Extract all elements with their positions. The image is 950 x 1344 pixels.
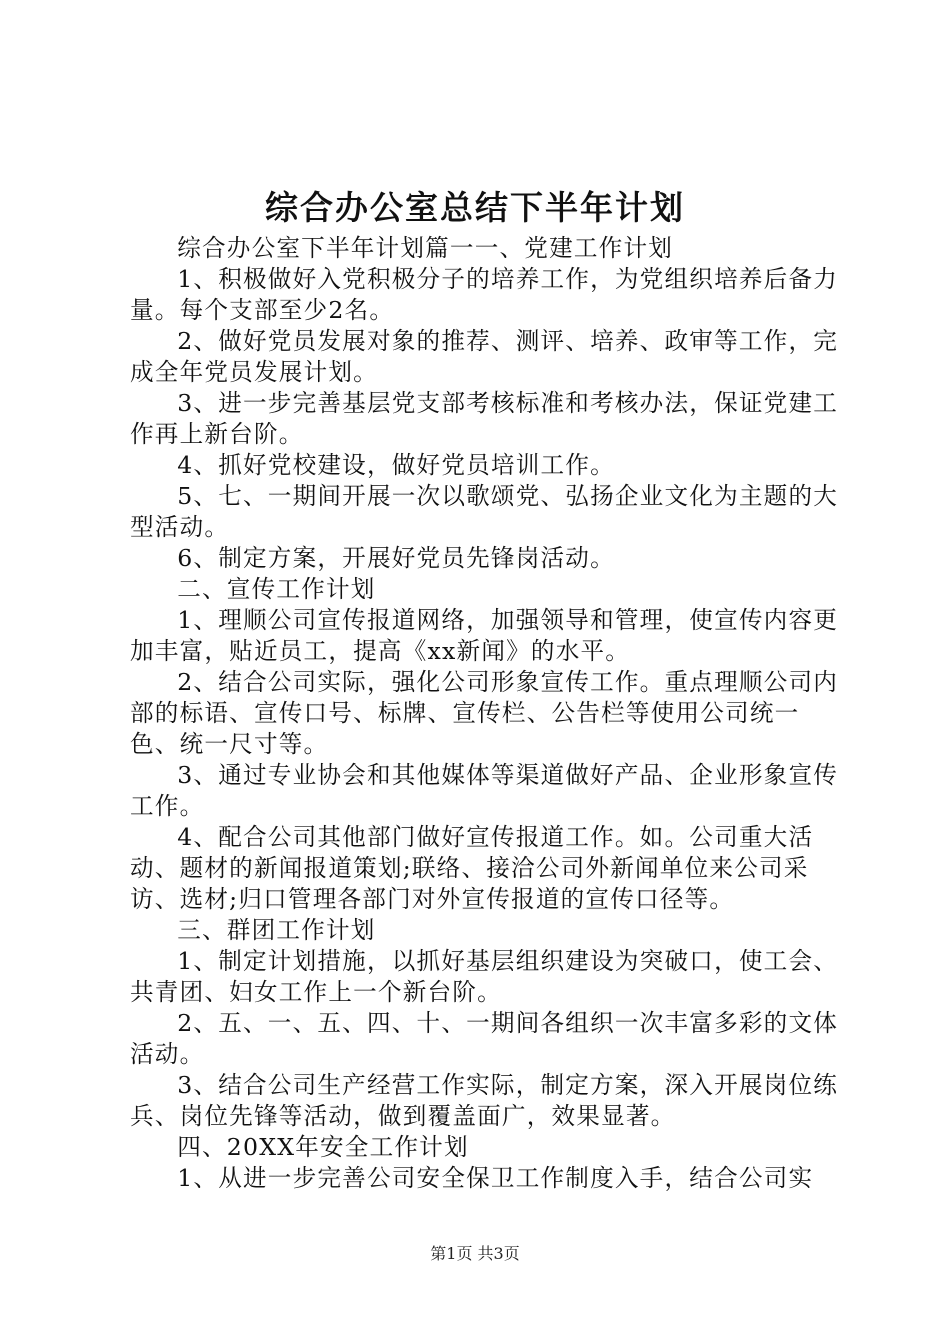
paragraph: 2、结合公司实际，强化公司形象宣传工作。重点理顺公司内部的标语、宣传口号、标牌、宣传栏、公告栏等使用公司统一色、统一尺寸等。 xyxy=(130,668,839,758)
paragraph: 4、抓好党校建设，做好党员培训工作。 xyxy=(177,451,615,479)
paragraph: 1、理顺公司宣传报道网络，加强领导和管理，使宣传内容更加丰富，贴近员工，提高《xx新闻》的水平。 xyxy=(130,606,839,665)
paragraph: 5、七、一期间开展一次以歌颂党、弘扬企业文化为主题的大型活动。 xyxy=(130,482,839,541)
paragraph: 综合办公室下半年计划篇一一、党建工作计划 xyxy=(177,234,674,262)
paragraph: 3、进一步完善基层党支部考核标准和考核办法，保证党建工作再上新台阶。 xyxy=(130,389,839,448)
section-heading: 四、20XX年安全工作计划 xyxy=(177,1133,469,1161)
section-heading: 三、群团工作计划 xyxy=(177,916,376,944)
paragraph: 2、五、一、五、四、十、一期间各组织一次丰富多彩的文体活动。 xyxy=(130,1009,839,1068)
document-body xyxy=(130,233,842,1194)
paragraph: 6、制定方案，开展好党员先锋岗活动。 xyxy=(177,544,615,572)
paragraph: 3、结合公司生产经营工作实际，制定方案，深入开展岗位练兵、岗位先锋等活动，做到覆盖面广，效果显著。 xyxy=(130,1071,839,1130)
section-heading: 二、宣传工作计划 xyxy=(177,575,376,603)
paragraph: 4、配合公司其他部门做好宣传报道工作。如。公司重大活动、题材的新闻报道策划;联络、接洽公司外新闻单位来公司采访、选材;归口管理各部门对外宣传报道的宣传口径等。 xyxy=(130,823,814,913)
page-footer: 第1页 共3页 xyxy=(430,1244,520,1263)
paragraph: 3、通过专业协会和其他媒体等渠道做好产品、企业形象宣传工作。 xyxy=(130,761,839,820)
paragraph: 2、做好党员发展对象的推荐、测评、培养、政审等工作，完成全年党员发展计划。 xyxy=(130,327,839,386)
paragraph: 1、从进一步完善公司安全保卫工作制度入手，结合公司实 xyxy=(177,1164,814,1192)
paragraph: 1、制定计划措施，以抓好基层组织建设为突破口，使工会、共青团、妇女工作上一个新台阶。 xyxy=(130,947,839,1006)
paragraph: 1、积极做好入党积极分子的培养工作，为党组织培养后备力量。每个支部至少2名。 xyxy=(130,265,839,324)
document-title: 综合办公室总结下半年计划 xyxy=(265,188,685,227)
